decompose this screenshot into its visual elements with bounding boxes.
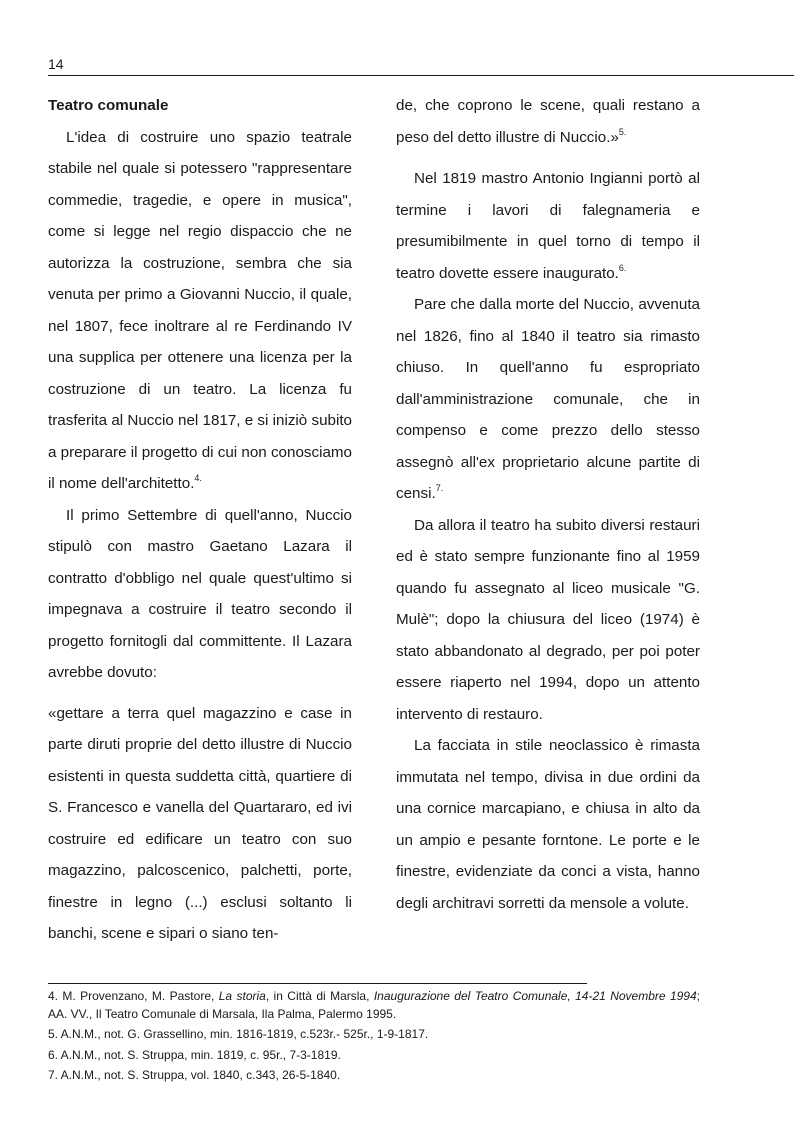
paragraph: L'idea di costruire uno spazio teatrale stabile nel quale si potessero "rappresentare commedie, tragedie, e opere in musica", come si legge nel regio dispaccio che ne autorizza la costruzione, sembra che sia venuta per primo a Giovanni Nuccio, il quale, nel 1807, fece inoltrare al re Ferdinando IV una supplica per ottenere una licenza per la costruzione di un teatro. La licenza fu trasferita al Nuccio nel 1817, e si iniziò subito a preparare il progetto di cui non conosciamo il nome dell'architetto.$^{4.}$ [48,128,352,492]
right-column [396,90,700,919]
footnote-rule [48,983,587,984]
paragraph: Pare che dalla morte del Nuccio, avvenuta nel 1826, fino al 1840 il teatro sia rimasto chiuso. In quell'anno fu espropriato dall'amministrazione comunale, che in compenso e come prezzo dello stesso assegnò all'ex proprietario alcune partite di censi.$^{7.}$ [396,296,700,502]
footnote-ref: 6. [618,262,627,273]
footnote-ref: 7. [435,483,444,493]
paragraph: La facciata in stile neoclassico è rimasta immutata nel tempo, divisa in due ordini da una cornice marcapiano, e chiusa in alto da un ampio e pesante forntone. Le porte e le finestre, evidenziate da conci a vista, hanno degli architravi sorretti da mensole a volute. [396,737,700,912]
footnote-5: 5. A.N.M., not. G. Grassellino, min. 1816-1819, c.523r.- 525r., 1-9-1817. [48,1027,429,1041]
section-title: Teatro comunale [48,97,169,114]
block-quote: «gettare a terra quel magazzino e case in parte diruti proprie del detto illustre di Nuccio esistenti in questa suddetta città, quartiere di S. Francesco e vanella del Quartararo, ed ivi costruire ed edificare un teatro con suo magazzino, palcoscenico, palchetti, porte, finestre in legno (...) esclusi soltanto li banchi, scene e sipari o siano ten- [48,704,352,942]
header-rule [48,75,794,76]
page-number: 14 [48,56,64,72]
footnotes [48,988,700,1088]
footnote-7: 7. A.N.M., not. S. Struppa, vol. 1840, c.343, 26-5-1840. [48,1068,341,1082]
footnote-ref: 4. [194,473,202,483]
paragraph: Da allora il teatro ha subito diversi restauri ed è stato sempre funzionante fino al 1959 quando fu assegnato al liceo musicale "G. Mulè"; dopo la chiusura del liceo (1974) è stato abbandonato al degrado, per poi poter essere riaperto nel 1994, dopo un attento intervento di restauro. [396,516,700,723]
paragraph: Il primo Settembre di quell'anno, Nuccio stipulò con mastro Gaetano Lazara il contratto d'obbligo nel quale quest'ultimo si impegnava a costruire il teatro secondo il progetto fornitogli dal committente. Il Lazara avrebbe dovuto: [48,506,352,681]
paragraph: Nel 1819 mastro Antonio Ingianni portò al termine i lavori di falegnameria e presumibilmente in quel torno di tempo il teatro dovette essere inaugurato.$^{6.}$ [396,170,700,282]
block-quote-continuation: de, che coprono le scene, quali restano a peso del detto illustre di Nuccio.»$^{5.}$ [396,97,700,146]
footnote-6: 6. A.N.M., not. S. Struppa, min. 1819, c. 95r., 7-3-1819. [48,1047,341,1062]
left-column [48,90,352,950]
footnote-ref: 5. [618,126,627,137]
footnote-4: 4. M. Provenzano, M. Pastore, La storia, in Città di Marsla, Inaugurazione del Teatro Comunale, 14-21 Novembre 1994; AA. VV., Il Teatro Comunale di Marsala, Ila Palma, Palermo 1995. [48,989,700,1021]
